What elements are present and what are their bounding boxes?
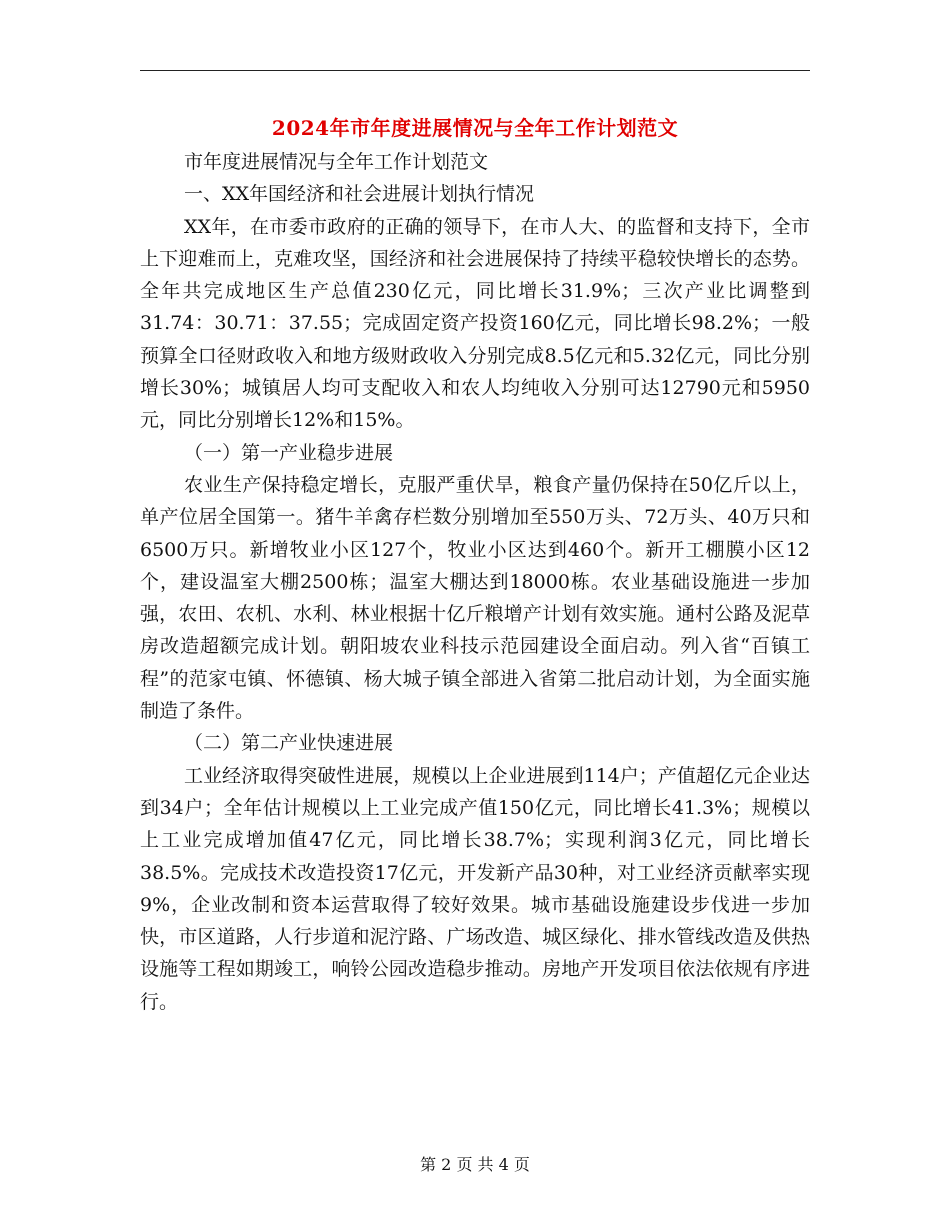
paragraph-primary-industry: 农业生产保持稳定增长，克服严重伏旱，粮食产量仍保持在50亿斤以上，单产位居全国第一。猪牛羊禽存栏数分别增加至550万头、72万头、40万只和6500万只。新增牧业小区127个，牧业小区达到460个。新开工棚膜小区12个，建设温室大棚2500栋；温室大棚达到18000栋。农业基础设施进一步加强，农田、农机、水利、林业根据十亿斤粮增产计划有效实施。通村公路及泥草房改造超额完成计划。朝阳坡农业科技示范园建设全面启动。列入省“百镇工程”的范家屯镇、怀德镇、杨大城子镇全部进入省第二批启动计划，为全面实施制造了条件。: [140, 473, 810, 723]
subsection-heading-primary: （一）第一产业稳步进展: [184, 441, 394, 464]
document-body: [140, 146, 810, 1018]
section-heading-1: 一、XX年国经济和社会进展计划执行情况: [184, 183, 535, 206]
header-rule: [140, 70, 810, 71]
subsection-heading-secondary: （二）第二产业快速进展: [184, 732, 394, 755]
paragraph-secondary-industry: 工业经济取得突破性进展，规模以上企业进展到114户；产值超亿元企业达到34户；全年估计规模以上工业完成产值150亿元，同比增长41.3%；规模以上工业完成增加值47亿元，同比增长38.7%；实现利润3亿元，同比增长38.5%。完成技术改造投资17亿元，开发新产品30种，对工业经济贡献率实现9%，企业改制和资本运营取得了较好效果。城市基础设施建设步伐进一步加快，市区道路，人行步道和泥泞路、广场改造、城区绿化、排水管线改造及供热设施等工程如期竣工，响铃公园改造稳步推动。房地产开发项目依法依规有序进行。: [140, 764, 810, 1013]
paragraph-subtitle: 市年度进展情况与全年工作计划范文: [184, 151, 489, 173]
page-number-footer: 第 2 页 共 4 页: [420, 1155, 530, 1174]
paragraph-overview: XX年，在市委市政府的正确的领导下，在市人大、的监督和支持下，全市上下迎难而上，克难攻坚，国经济和社会进展保持了持续平稳较快增长的态势。全年共完成地区生产总值230亿元，同比增长31.9%；三次产业比调整到31.74：30.71：37.55；完成固定资产投资160亿元，同比增长98.2%；一般预算全口径财政收入和地方级财政收入分别完成8.5亿元和5.32亿元，同比分别增长30%；城镇居人均可支配收入和农人均纯收入分别可达12790元和5950元，同比分别增长12%和15%。: [140, 215, 810, 432]
document-title: 2024年市年度进展情况与全年工作计划范文: [271, 116, 679, 140]
